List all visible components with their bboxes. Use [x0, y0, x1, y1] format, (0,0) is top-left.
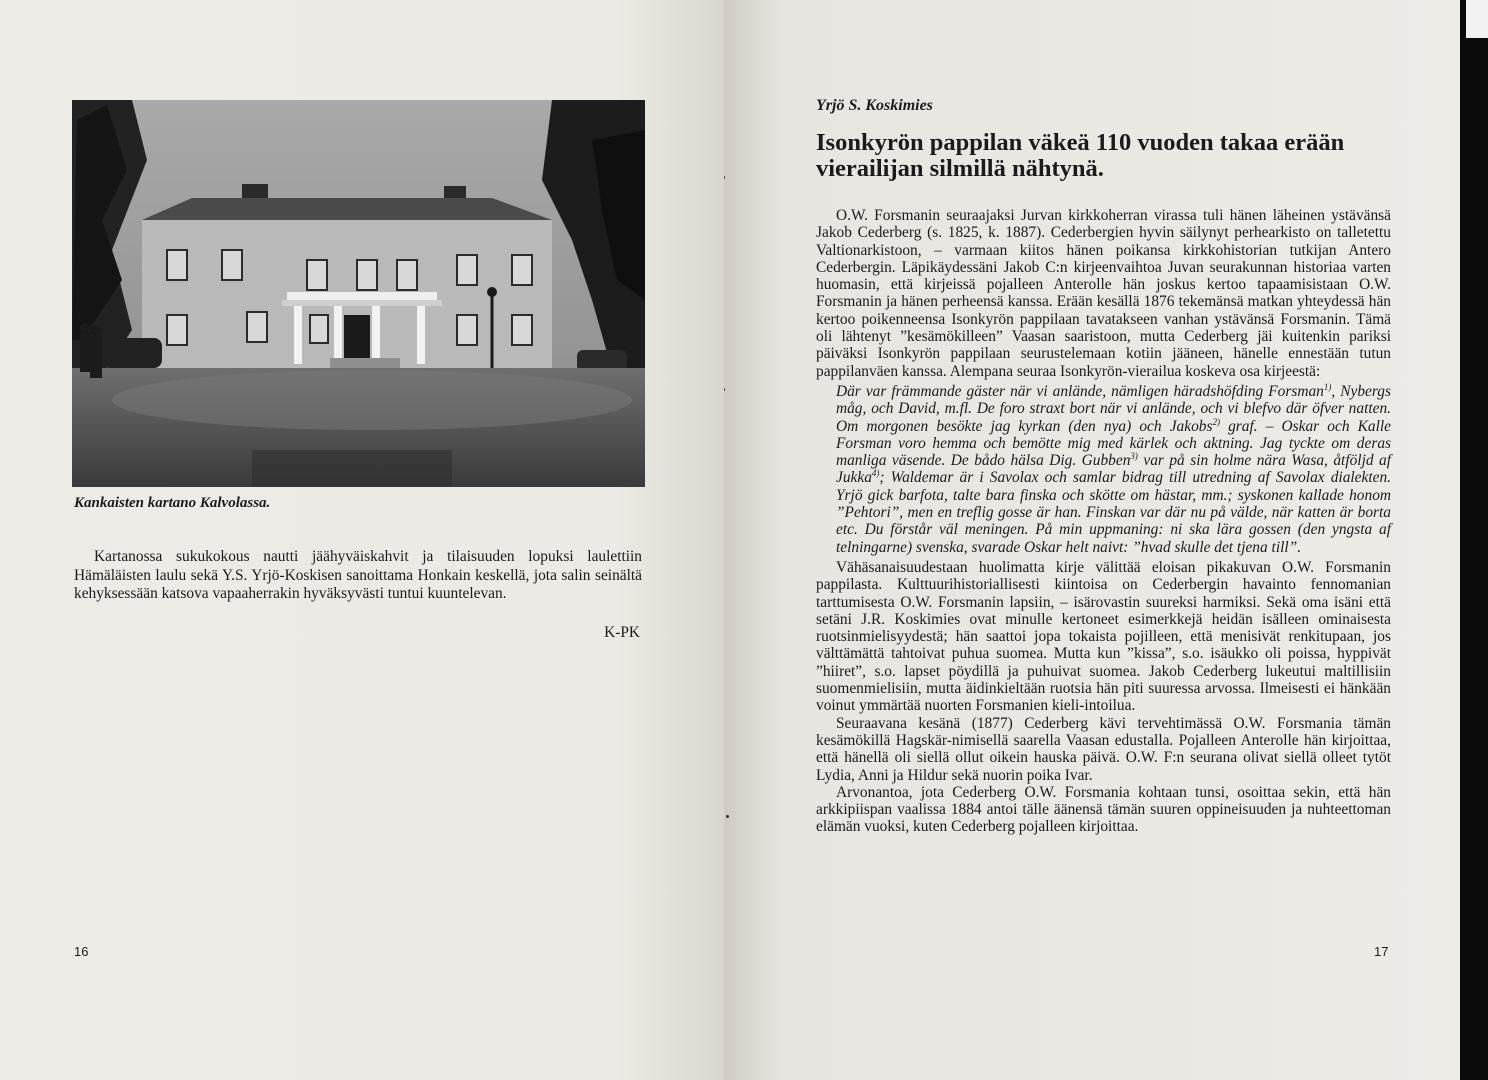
author-signature: K-PK [604, 624, 640, 641]
quote-part-b: , Nybergs måg, och David, m.fl. De foro straxt bort när vi anlände, och vi blefvo där öfver natten. Om morgonen besökte jag kyrkan (den nya) och Jakobs [836, 382, 1391, 435]
photo-caption: Kankaisten kartano Kalvolassa. [74, 495, 271, 511]
scan-speck [724, 388, 725, 391]
manor-photo [72, 100, 645, 487]
paragraph-3: Seuraavana kesänä (1877) Cederberg kävi tervehtimässä O.W. Forsmania tämän kesämökillä Hagskär-nimisellä saarella Vaasan edustalla. Pojalleen Anterolle hän kirjoittaa, että hänellä oli siellä ollut oikein hauska päivä. O.W. F:n seurana olivat siellä olleet tytöt Lydia, Anni ja Hildur sekä nuorin poika Ivar. [816, 714, 1391, 784]
quote-part-a: Där var främmande gäster när vi anlände, nämligen häradshöfding Forsman [836, 382, 1324, 400]
paragraph-1: O.W. Forsmanin seuraajaksi Jurvan kirkkoherran virassa tuli hänen läheinen ystävänsä Jakob Cederberg (s. 1825, k. 1887). Cederbergien hyvin säilynyt perhearkisto on talletettu Valtionarkistoon, – varmaan kiitos hänen poikansa kirkkohistorian tutkijan Antero Cederbergin. Läpikäydessäni Jakob C:n kirjeenvaihtoa Juvan seurakunnan historiaa varten huomasin, että kirjeissä pojalleen Anterolle hän joskus kertoo tapaamisistaan O.W. Forsmanin ja hänen perheensä kanssa. Erään kesällä 1876 tekemänsä matkan yhteydessä hän kertoo poikenneensa Isonkyrön pappilaan tavatakseen vanhan ystävänsä Forsmanin. Tämä oli lähtenyt ”kesämökilleen” Vaasan saaristoon, mutta Cederberg jäi kuitenkin pariksi päiväksi Isonkyrön pappilaan seurustelemaan kotiin jääneen, hänelle ennestään tutun pappilanväen kanssa. Alempana seuraa Isonkyrön-vierailua koskeva osa kirjeestä: [816, 207, 1391, 380]
page-number-left: 16 [74, 944, 89, 959]
quote-part-c: graf. – Oskar och Kalle Forsman voro hemma och bemötte mig med kärlek och aktning. Jag tyckte om deras manliga väsende. De bådo hälsa Dig. Gubben [836, 417, 1391, 470]
left-body-text: Kartanossa sukukokous nautti jäähyväiskahvit ja tilaisuuden lopuksi laulettiin Hämäläisten laulu sekä Y.S. Yrjö-Koskisen sanoittama Honkain keskellä, jota salin seinältä kehyksessään katsova vapaaherrakin hyväksyvästi tuntui kuuntelevan. [74, 548, 642, 603]
article-body [816, 207, 1391, 836]
scan-corner [1466, 0, 1488, 38]
right-page [724, 0, 1460, 1080]
scan-border [1460, 0, 1488, 1080]
page-number-right: 17 [1374, 944, 1389, 959]
scan-speck [726, 815, 729, 818]
paragraph-4: Arvonantoa, jota Cederberg O.W. Forsmania kohtaan tunsi, osoittaa sekin, että hän arkkipiispan vaalissa 1884 antoi tälle äänensä tämän suuren oppineisuuden ja nuhteettoman elämän vuoksi, kuten Cederberg pojalleen kirjoittaa. [816, 783, 1391, 836]
quote-part-d: var på sin holme nära Wasa, åtföljd af Jukka [836, 452, 1391, 487]
left-page [0, 0, 724, 1080]
scan-speck [724, 176, 725, 179]
article-author: Yrjö S. Koskimies [816, 97, 933, 114]
left-paragraph [74, 548, 642, 604]
quote-part-e: ; Waldemar är i Savolax och samlar bidrag till utredning af Savolax dialekten. Yrjö gick barfota, talte bara finska och skötte om hästar, mm.; syskonen kallade honom ”Pehtori”, men en treflig gosse är han. Finskan var där nu på välde, när katten är borta etc. Du förstår väl meningen. På min uppmaning: ni ska lära gossen (den yngsta af telningarne) svenska, svarade Oskar helt naivt: ”hvad skulle det tjena till”. [836, 469, 1391, 556]
footnote-4: 4) [871, 468, 880, 479]
footnote-3: 3) [1130, 451, 1138, 462]
letter-quote [836, 383, 1391, 556]
article-title: Isonkyrön pappilan väkeä 110 vuoden takaa erään vierailijan silmillä nähtynä. [816, 129, 1345, 182]
paragraph-2: Vähäsanaisuudestaan huolimatta kirje välittää eloisan pikakuvan O.W. Forsmanin pappilasta. Kulttuurihistoriallisesti kiintoisa on Cederbergin havainto fennomanian tarttumisesta O.W. Forsmanin lapsiin, – isärovastin suureksi harmiksi. Sekä oma isäni että setäni J.R. Koskimies ovat minulle kertoneet esimerkkejä heidän isälleen ominaisesta ruotsinmielisyydestä; hän saattoi jopa tokaista pojilleen, että menisivät renkitupaan, jos välttämättä tahtoivat puhua suomea. Mutta kun ”kissa”, s.o. isäukko oli poissa, hyppivät ”hiiret”, s.o. lapset pöydillä ja puhuivat suomea. Jakob Cederberg lukeutui maltillisiin suomenmielisiin, mutta äidinkieltään ruotsia hän piti suuressa arvossa. Ilmeisesti ei hänkään voinut ymmärtää nuorten Forsmanien kieli-intoilua. [816, 558, 1391, 715]
footnote-1: 1) [1323, 381, 1332, 392]
footnote-2: 2) [1212, 416, 1220, 427]
